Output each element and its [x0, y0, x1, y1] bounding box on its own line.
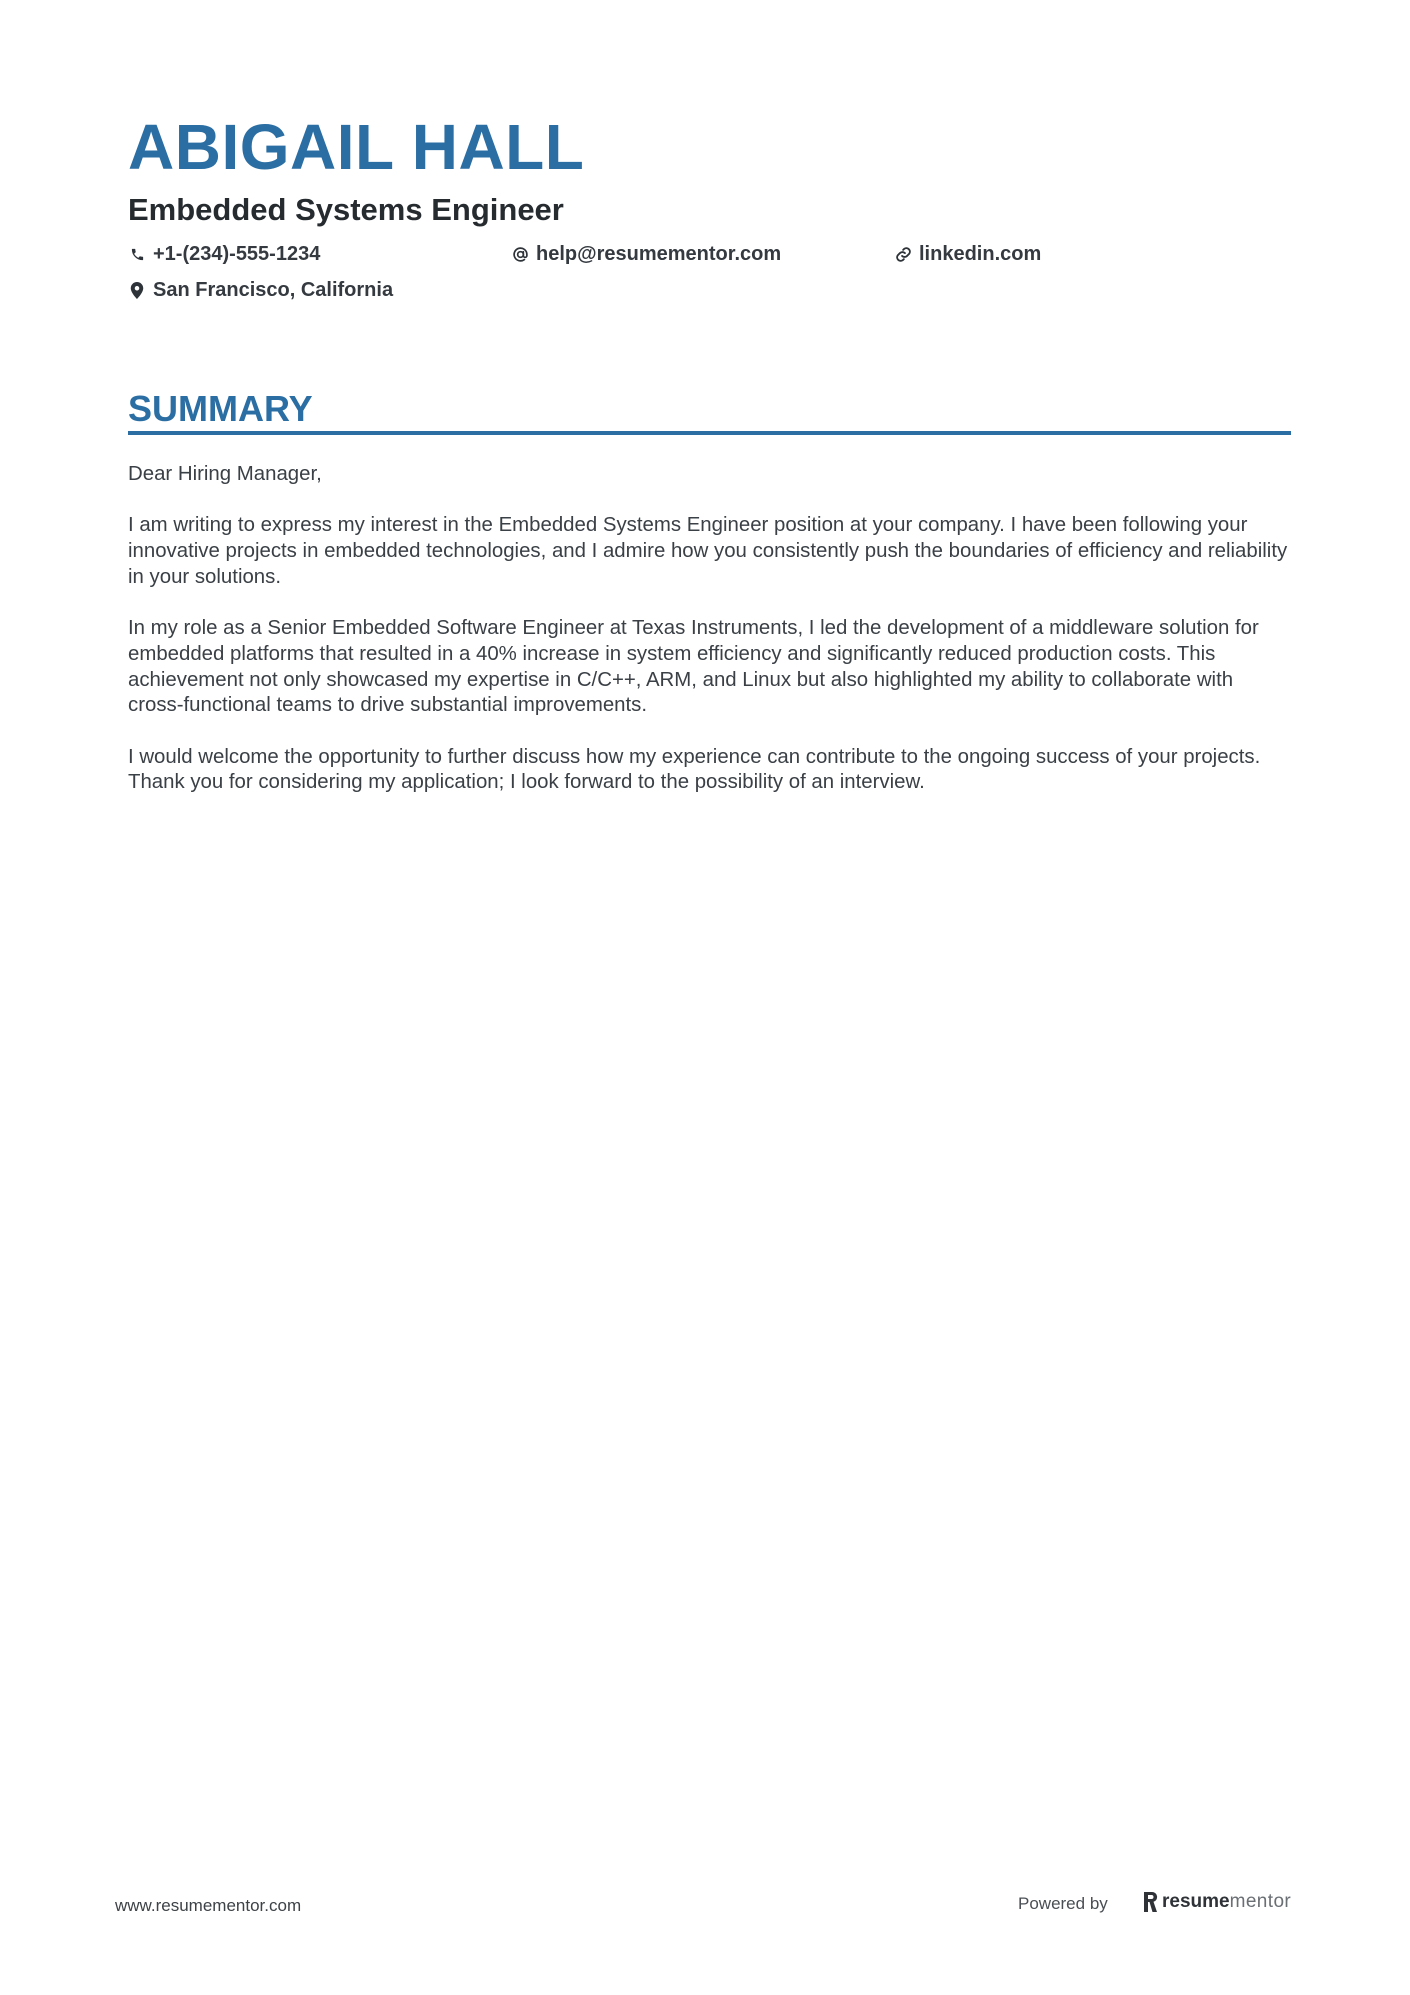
job-title: Embedded Systems Engineer [128, 192, 564, 227]
phone-icon [128, 245, 146, 263]
email-text[interactable]: help@resumementor.com [536, 243, 782, 265]
section-divider [128, 431, 1291, 435]
brand-text-mentor: mentor [1229, 1891, 1292, 1912]
footer-brand-logo[interactable] [1142, 1891, 1291, 1913]
contact-phone [128, 241, 320, 267]
at-icon [511, 245, 529, 263]
letter-paragraph: I am writing to express my interest in the Embedded Systems Engineer position at your company. I have been following your innovative projects in embedded technologies, and I admire how you consistently push the boundaries of efficiency and reliability in your solutions. [128, 514, 1288, 588]
brand-text-resume: resume [1162, 1891, 1230, 1912]
resumementor-logo-icon [1142, 1891, 1158, 1913]
candidate-name: ABIGAIL HALL [128, 111, 585, 183]
letter-greeting: Dear Hiring Manager, [128, 463, 322, 485]
contact-email [511, 241, 781, 267]
link-icon [894, 245, 912, 263]
letter-paragraph: In my role as a Senior Embedded Software Engineer at Texas Instruments, I led the development of a middleware solution for embedded platforms that resulted in a 40% increase in system efficiency and significantly reduced production costs. This achievement not only showcased my expertise in C/C++, ARM, and Linux but also highlighted my ability to collaborate with cross-functional teams to drive substantial improvements. [128, 617, 1259, 717]
footer-powered-by: Powered by [1018, 1894, 1108, 1913]
location-text: San Francisco, California [153, 279, 394, 301]
cover-letter-body [128, 462, 1291, 822]
phone-text[interactable]: +1-(234)-555-1234 [153, 243, 321, 265]
letter-paragraph: I would welcome the opportunity to further discuss how my experience can contribute to the ongoing success of your projects. Thank you for considering my application; I look forward to the possibility of an interview. [128, 745, 1261, 794]
contact-linkedin [894, 241, 1041, 267]
linkedin-text[interactable]: linkedin.com [919, 243, 1042, 265]
footer-website-link[interactable]: www.resumementor.com [115, 1896, 302, 1915]
contact-location [128, 277, 393, 303]
summary-heading: SUMMARY [128, 388, 313, 429]
location-pin-icon [128, 281, 146, 299]
